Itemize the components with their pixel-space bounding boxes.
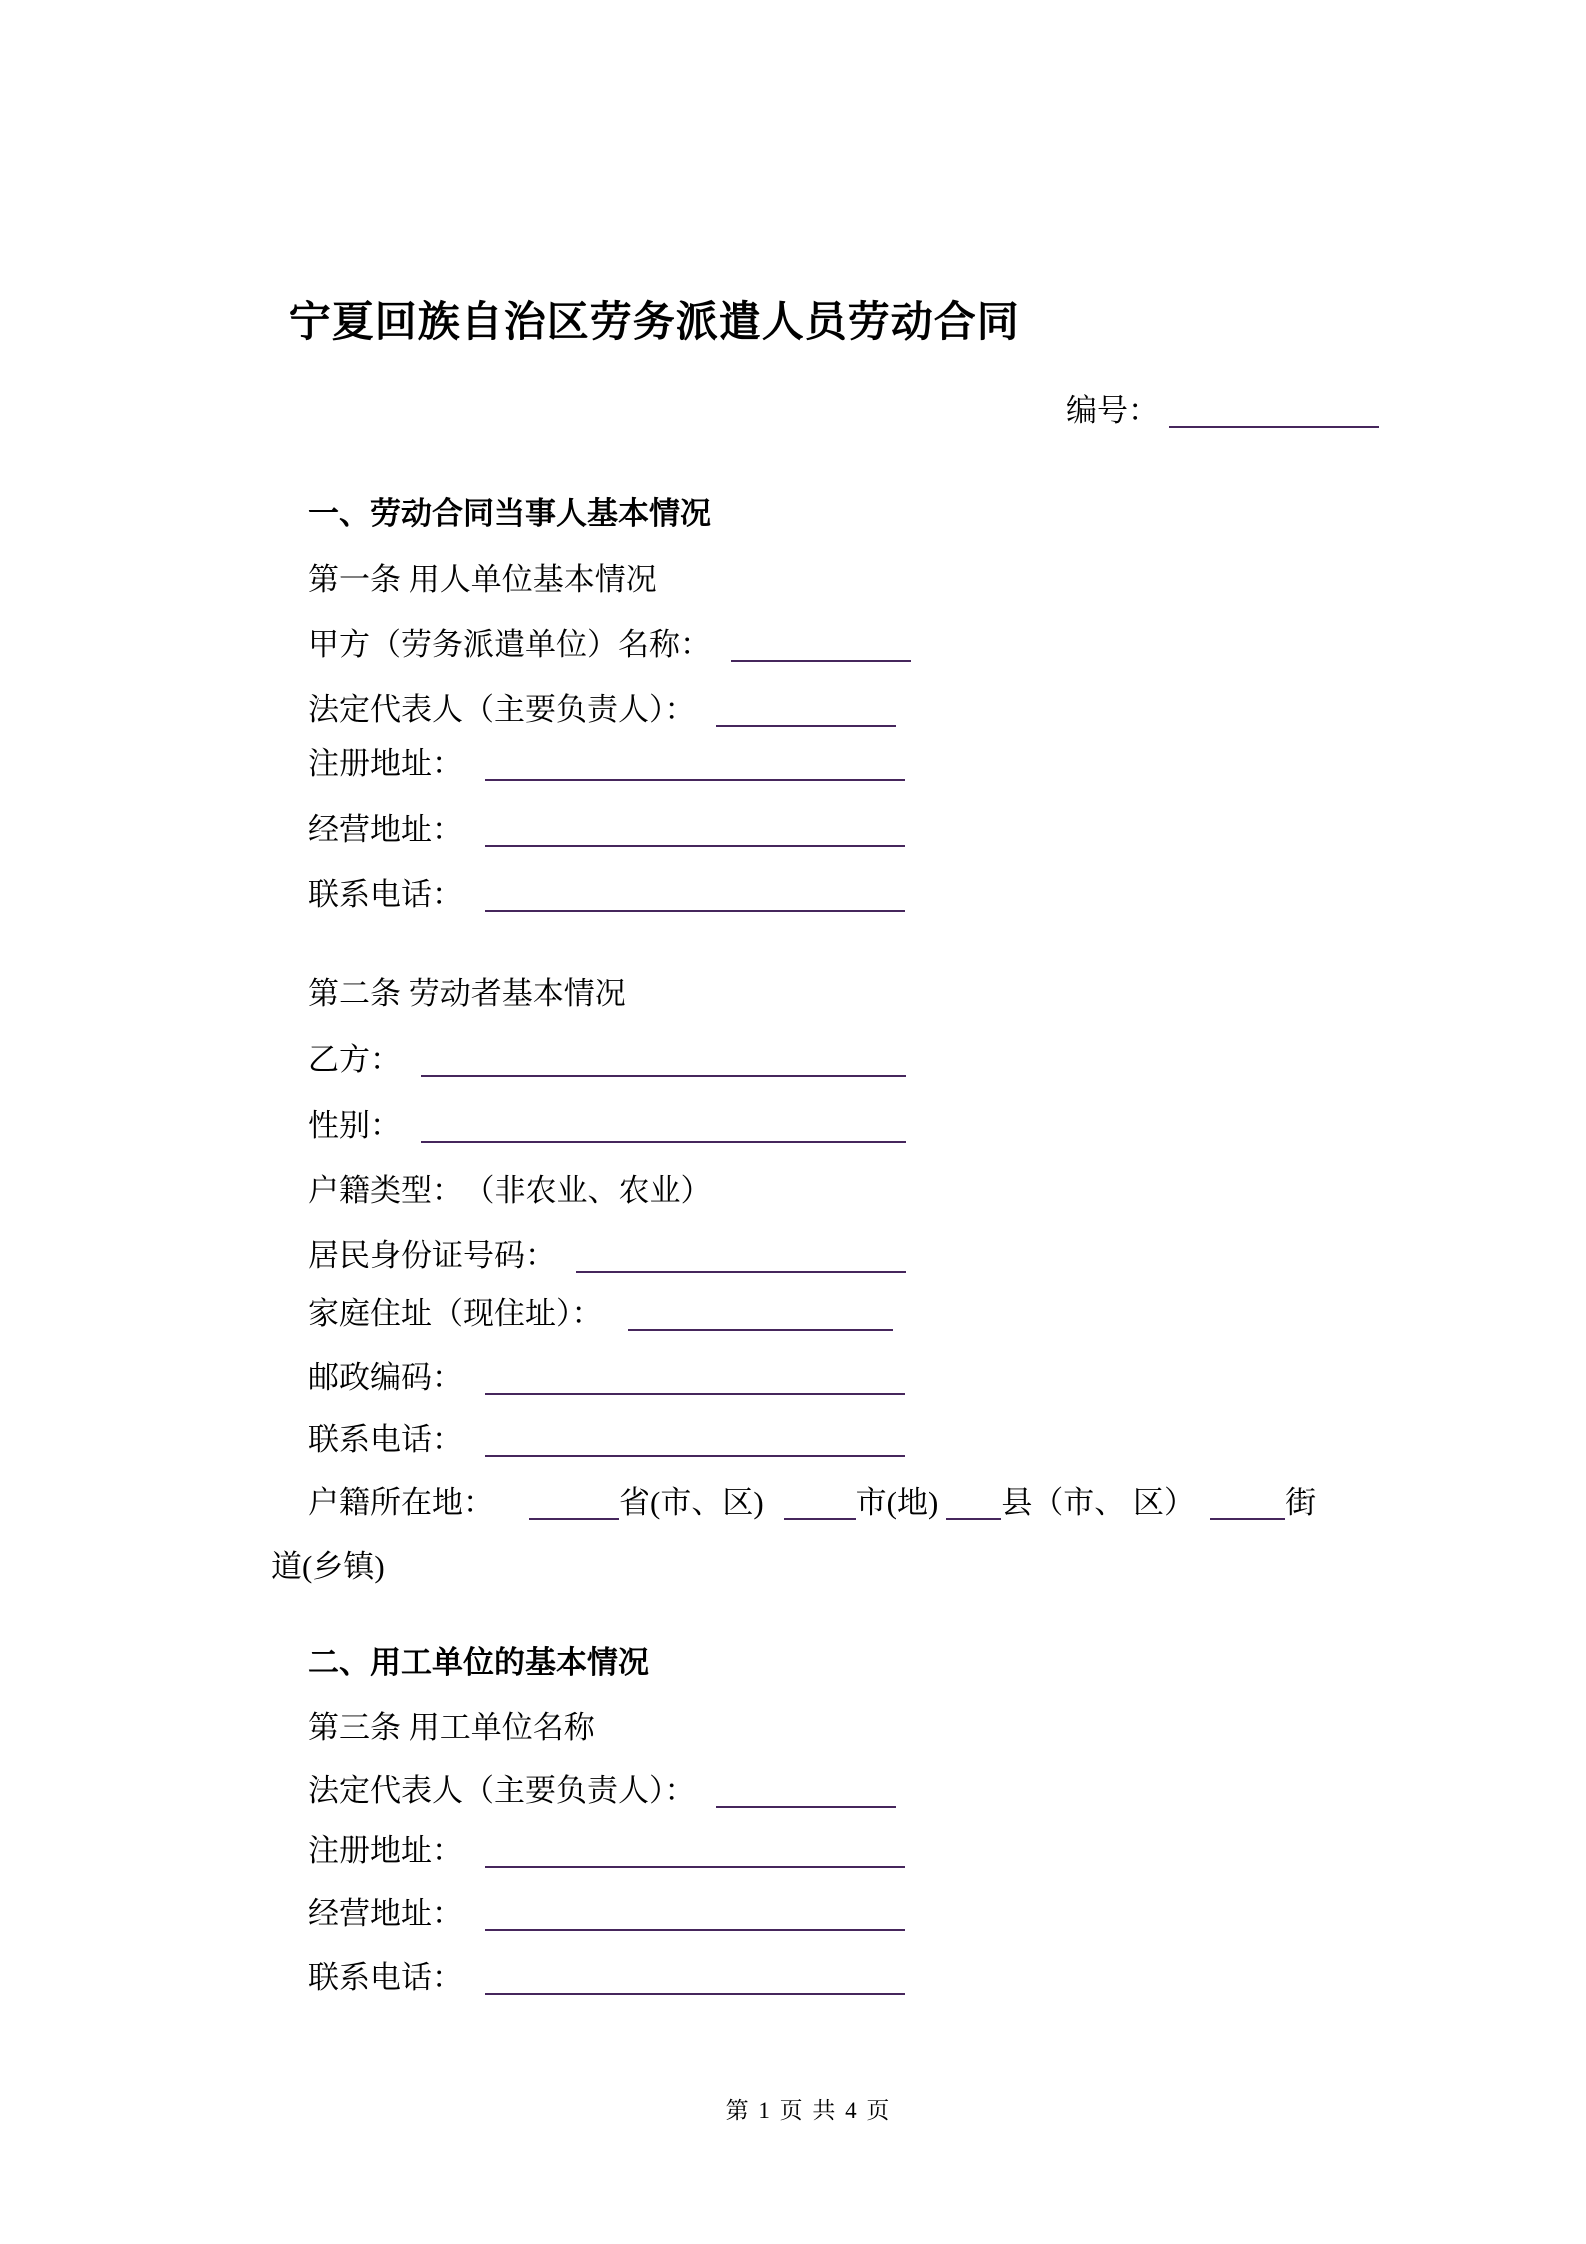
home-address-label: 家庭住址（现住址）： <box>308 1295 603 1331</box>
field-phone-1 <box>277 841 905 948</box>
section1-heading-text: 一、劳动合同当事人基本情况 <box>308 495 711 531</box>
id-number-label: 居民身份证号码： <box>308 1237 556 1273</box>
registered-address-2-label: 注册地址： <box>308 1832 463 1868</box>
hukou-wrapped-text: 道(乡镇) <box>271 1548 385 1584</box>
gender-label: 性别： <box>308 1107 401 1143</box>
hukou-city-suffix: 市(地) <box>855 1484 939 1520</box>
hukou-type-options: （非农业、农业） <box>479 1172 712 1208</box>
phone-1-blank[interactable] <box>485 879 905 912</box>
hukou-province-suffix: 省(市、区) <box>619 1484 764 1520</box>
hukou-city-blank[interactable] <box>784 1487 856 1520</box>
serial-number-line <box>1035 357 1379 464</box>
postal-code-label: 邮政编码： <box>308 1359 463 1395</box>
page-title-text: 宁夏回族自治区劳务派遣人员劳动合同 <box>288 298 1020 346</box>
section2-heading-text: 二、用工单位的基本情况 <box>308 1644 649 1680</box>
hukou-province-blank[interactable] <box>529 1487 619 1520</box>
hukou-location-wrap <box>240 1513 385 1620</box>
party-b-label: 乙方： <box>308 1041 401 1077</box>
legal-rep-2-label: 法定代表人（主要负责人）： <box>308 1772 696 1808</box>
registered-address-1-label: 注册地址： <box>308 745 463 781</box>
business-address-2-label: 经营地址： <box>308 1895 463 1931</box>
hukou-county-suffix: 县（市、 区） <box>1001 1484 1196 1520</box>
page-title <box>238 250 1020 395</box>
hukou-street-suffix: 街 <box>1285 1484 1317 1520</box>
page-number-text: 第 1 页 共 4 页 <box>725 2098 892 2124</box>
article2-title-text: 第二条 劳动者基本情况 <box>308 975 626 1011</box>
hukou-location-label: 户籍所在地： <box>308 1484 494 1520</box>
article3-title-text: 第三条 用工单位名称 <box>308 1709 595 1745</box>
article1-title-text: 第一条 用人单位基本情况 <box>308 561 657 597</box>
hukou-street-blank[interactable] <box>1210 1487 1285 1520</box>
hukou-county-blank[interactable] <box>946 1487 1001 1520</box>
business-address-1-label: 经营地址： <box>308 811 463 847</box>
phone-1-label: 联系电话： <box>308 876 463 912</box>
hukou-type-label: 户籍类型： <box>308 1172 463 1208</box>
phone-2-label: 联系电话： <box>308 1421 463 1457</box>
phone-3-blank[interactable] <box>485 1962 905 1995</box>
legal-rep-1-label: 法定代表人（主要负责人）： <box>308 691 696 727</box>
page-footer <box>0 2072 1586 2151</box>
serial-number-blank[interactable] <box>1169 395 1379 428</box>
field-phone-3 <box>277 1924 905 2031</box>
phone-3-label: 联系电话： <box>308 1959 463 1995</box>
field-hukou-location <box>277 1449 1316 1556</box>
serial-number-label: 编号： <box>1066 392 1159 428</box>
party-a-name-label: 甲方（劳务派遣单位）名称： <box>308 626 711 662</box>
